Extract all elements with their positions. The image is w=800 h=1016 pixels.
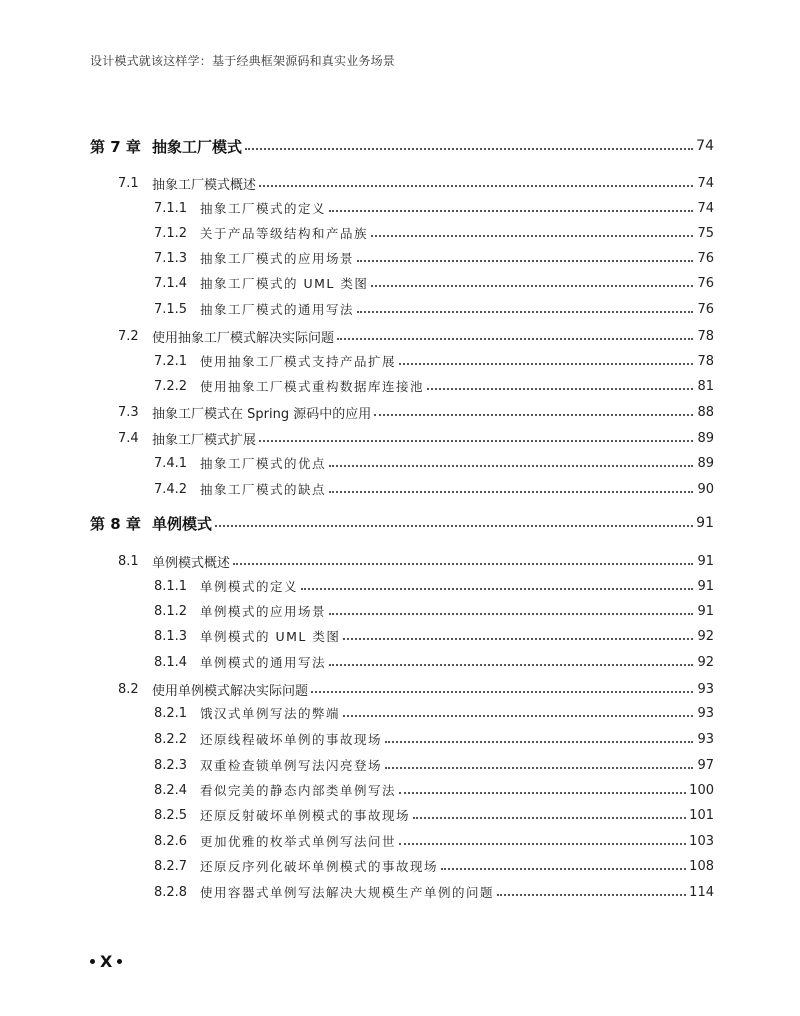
toc-entry-line — [152, 136, 714, 157]
toc-entry-title: 使用抽象工厂模式解决实际问题 — [152, 330, 335, 346]
dot-leader — [399, 843, 686, 845]
toc-subsection-row — [0, 854, 800, 878]
toc-subsection-row — [0, 297, 800, 321]
dot-leader — [259, 440, 693, 442]
toc-entry-line — [152, 174, 714, 193]
toc-entry-page-number: 90 — [697, 481, 714, 497]
toc-entry-number: 7.1.2 — [154, 225, 188, 241]
toc-entry-line — [152, 403, 714, 422]
toc-entry-number: 8.2 — [118, 681, 139, 697]
toc-entry-line — [200, 781, 714, 799]
toc-entry-title: 还原反射破坏单例模式的事故现场 — [200, 808, 411, 823]
toc-entry-title: 抽象工厂模式在 Spring 源码中的应用 — [152, 406, 372, 422]
toc-section-row — [0, 426, 800, 450]
dot-leader — [301, 588, 693, 590]
dot-leader — [215, 525, 693, 527]
toc-entry-number: 第 7 章 — [90, 137, 141, 156]
toc-entry-page-number: 100 — [689, 782, 714, 798]
toc-entry-line — [200, 627, 714, 645]
toc-entry-number: 8.1.4 — [154, 654, 188, 670]
toc-entry-page-number: 92 — [697, 654, 714, 670]
toc-entry-title: 看似完美的静态内部类单例写法 — [200, 783, 397, 798]
toc-entry-title: 单例模式的通用写法 — [200, 655, 327, 670]
toc-chapter-row — [0, 134, 800, 158]
dot-leader — [343, 638, 693, 640]
toc-subsection-row — [0, 829, 800, 853]
toc-subsection-row — [0, 574, 800, 598]
toc-entry-line — [200, 832, 714, 850]
toc-entry-page-number: 76 — [697, 275, 714, 291]
toc-entry-title: 抽象工厂模式的缺点 — [200, 482, 327, 497]
toc-entry-page-number: 91 — [697, 553, 714, 569]
toc-entry-title: 单例模式的定义 — [200, 579, 299, 594]
dot-leader — [259, 185, 693, 187]
toc-entry-line — [200, 730, 714, 748]
toc-entry-number: 8.1.2 — [154, 603, 188, 619]
dot-leader — [413, 817, 686, 819]
toc-entry-line — [152, 327, 714, 346]
toc-entry-number: 8.1.3 — [154, 628, 188, 644]
toc-subsection-row — [0, 727, 800, 751]
toc-subsection-row — [0, 374, 800, 398]
toc-subsection-row — [0, 451, 800, 475]
toc-entry-number: 8.2.2 — [154, 731, 188, 747]
dot-leader — [343, 715, 693, 717]
toc-entry-number: 7.1.3 — [154, 250, 188, 266]
toc-entry-number: 8.2.5 — [154, 807, 188, 823]
toc-entry-page-number: 88 — [697, 404, 714, 420]
toc-entry-number: 8.2.6 — [154, 833, 188, 849]
toc-entry-number: 7.4.1 — [154, 455, 188, 471]
toc-entry-line — [200, 377, 714, 395]
toc-entry-title: 抽象工厂模式的通用写法 — [200, 302, 355, 317]
toc-entry-number: 8.2.1 — [154, 705, 188, 721]
toc-entry-title: 抽象工厂模式扩展 — [152, 432, 257, 448]
dot-leader — [371, 235, 693, 237]
toc-entry-page-number: 97 — [697, 757, 714, 773]
toc-entry-line — [200, 883, 714, 901]
toc-entry-title: 抽象工厂模式 — [152, 137, 243, 156]
toc-subsection-row — [0, 599, 800, 623]
dot-leader — [441, 868, 686, 870]
toc-entry-number: 8.2.4 — [154, 782, 188, 798]
toc-entry-line — [200, 857, 714, 875]
dot-leader — [399, 363, 693, 365]
dot-leader — [427, 388, 693, 390]
toc-entry-page-number: 75 — [697, 225, 714, 241]
toc-subsection-row — [0, 880, 800, 904]
toc-entry-number: 8.2.3 — [154, 757, 188, 773]
toc-subsection-row — [0, 624, 800, 648]
toc-entry-title: 使用单例模式解决实际问题 — [152, 683, 309, 699]
toc-section-row — [0, 400, 800, 424]
dot-leader — [329, 210, 693, 212]
toc-entry-line — [200, 199, 714, 217]
toc-entry-number: 7.1.4 — [154, 275, 188, 291]
toc-section-row — [0, 324, 800, 348]
toc-subsection-row — [0, 349, 800, 373]
toc-entry-page-number: 91 — [697, 603, 714, 619]
dot-leader — [329, 465, 693, 467]
toc-subsection-row — [0, 477, 800, 501]
toc-entry-title: 单例模式的应用场景 — [200, 604, 327, 619]
toc-entry-line — [152, 552, 714, 571]
toc-entry-title: 双重检查锁单例写法闪亮登场 — [200, 758, 383, 773]
running-header: 设计模式就该这样学：基于经典框架源码和真实业务场景 — [90, 54, 396, 68]
toc-entry-page-number: 74 — [697, 200, 714, 216]
toc-entry-number: 7.1 — [118, 175, 139, 191]
toc-entry-title: 还原线程破坏单例的事故现场 — [200, 732, 383, 747]
dot-leader — [385, 767, 693, 769]
toc-entry-number: 7.3 — [118, 404, 139, 420]
dot-leader — [497, 894, 686, 896]
toc-entry-number: 8.2.7 — [154, 858, 188, 874]
toc-entry-page-number: 74 — [696, 138, 714, 154]
dot-leader — [357, 260, 693, 262]
toc-subsection-row — [0, 271, 800, 295]
toc-entry-number: 8.1.1 — [154, 578, 188, 594]
toc-subsection-row — [0, 803, 800, 827]
toc-entry-line — [200, 602, 714, 620]
toc-subsection-row — [0, 701, 800, 725]
toc-entry-title: 使用抽象工厂模式重构数据库连接池 — [200, 379, 425, 394]
toc-entry-page-number: 92 — [697, 628, 714, 644]
toc-entry-line — [200, 224, 714, 242]
toc-entry-title: 单例模式的 UML 类图 — [200, 629, 341, 644]
dot-leader — [374, 414, 693, 416]
toc-entry-line — [200, 480, 714, 498]
toc-entry-page-number: 93 — [697, 731, 714, 747]
toc-entry-line — [200, 704, 714, 722]
folio-number: X — [100, 952, 113, 971]
toc-entry-title: 单例模式 — [152, 514, 213, 533]
toc-entry-number: 7.1.5 — [154, 301, 188, 317]
toc-entry-line — [200, 653, 714, 671]
toc-section-row — [0, 549, 800, 573]
toc-entry-number: 7.1.1 — [154, 200, 188, 216]
toc-entry-page-number: 89 — [697, 430, 714, 446]
toc-entry-number: 7.2.2 — [154, 378, 188, 394]
dot-leader — [329, 664, 693, 666]
dot-leader — [233, 563, 693, 565]
toc-entry-title: 还原反序列化破坏单例模式的事故现场 — [200, 859, 439, 874]
toc-entry-title: 抽象工厂模式的 UML 类图 — [200, 276, 369, 291]
page-folio — [90, 952, 122, 971]
toc-entry-number: 第 8 章 — [90, 514, 141, 533]
toc-entry-title: 关于产品等级结构和产品族 — [200, 226, 369, 241]
toc-entry-title: 抽象工厂模式概述 — [152, 177, 257, 193]
toc-subsection-row — [0, 650, 800, 674]
toc-entry-page-number: 89 — [697, 455, 714, 471]
toc-entry-page-number: 91 — [696, 515, 714, 531]
dot-leader — [357, 311, 693, 313]
toc-entry-page-number: 93 — [697, 705, 714, 721]
toc-entry-title: 饿汉式单例写法的弊端 — [200, 706, 341, 721]
toc-entry-number: 8.1 — [118, 553, 139, 569]
toc-entry-line — [200, 577, 714, 595]
toc-entry-line — [200, 454, 714, 472]
toc-entry-page-number: 76 — [697, 250, 714, 266]
toc-entry-page-number: 93 — [697, 681, 714, 697]
toc-entry-title: 使用容器式单例写法解决大规模生产单例的问题 — [200, 885, 495, 900]
dot-leader — [337, 338, 693, 340]
toc-entry-page-number: 74 — [697, 175, 714, 191]
toc-entry-page-number: 78 — [697, 328, 714, 344]
toc-entry-line — [200, 249, 714, 267]
dot-leader — [371, 285, 693, 287]
toc-entry-page-number: 101 — [689, 807, 714, 823]
toc-subsection-row — [0, 196, 800, 220]
toc-chapter-row — [0, 511, 800, 535]
dot-leader — [245, 148, 693, 150]
toc-entry-number: 8.2.8 — [154, 884, 188, 900]
toc-entry-page-number: 81 — [697, 378, 714, 394]
dot-leader — [385, 741, 693, 743]
toc-section-row — [0, 677, 800, 701]
toc-entry-title: 抽象工厂模式的应用场景 — [200, 251, 355, 266]
toc-entry-page-number: 103 — [689, 833, 714, 849]
toc-entry-page-number: 91 — [697, 578, 714, 594]
toc-entry-page-number: 114 — [689, 884, 714, 900]
toc-entry-title: 单例模式概述 — [152, 555, 231, 571]
bullet-dot-icon — [90, 959, 95, 964]
toc-entry-number: 7.2.1 — [154, 353, 188, 369]
toc-entry-page-number: 76 — [697, 301, 714, 317]
toc-entry-page-number: 108 — [689, 858, 714, 874]
toc-subsection-row — [0, 778, 800, 802]
toc-subsection-row — [0, 246, 800, 270]
toc-entry-number: 7.4 — [118, 430, 139, 446]
toc-subsection-row — [0, 221, 800, 245]
toc-entry-number: 7.2 — [118, 328, 139, 344]
dot-leader — [329, 491, 693, 493]
dot-leader — [399, 792, 686, 794]
toc-entry-page-number: 78 — [697, 353, 714, 369]
toc-entry-title: 使用抽象工厂模式支持产品扩展 — [200, 354, 397, 369]
toc-entry-line — [152, 429, 714, 448]
toc-entry-title: 抽象工厂模式的优点 — [200, 456, 327, 471]
dot-leader — [329, 613, 693, 615]
toc-entry-line — [152, 680, 714, 699]
toc-entry-line — [152, 513, 714, 534]
dot-leader — [311, 691, 693, 693]
toc-subsection-row — [0, 753, 800, 777]
toc-entry-title: 更加优雅的枚举式单例写法问世 — [200, 834, 397, 849]
toc-entry-line — [200, 806, 714, 824]
toc-entry-number: 7.4.2 — [154, 481, 188, 497]
bullet-dot-icon — [117, 959, 122, 964]
toc-entry-line — [200, 352, 714, 370]
toc-entry-line — [200, 756, 714, 774]
toc-entry-title: 抽象工厂模式的定义 — [200, 201, 327, 216]
toc-entry-line — [200, 274, 714, 292]
toc-entry-line — [200, 300, 714, 318]
toc-section-row — [0, 171, 800, 195]
